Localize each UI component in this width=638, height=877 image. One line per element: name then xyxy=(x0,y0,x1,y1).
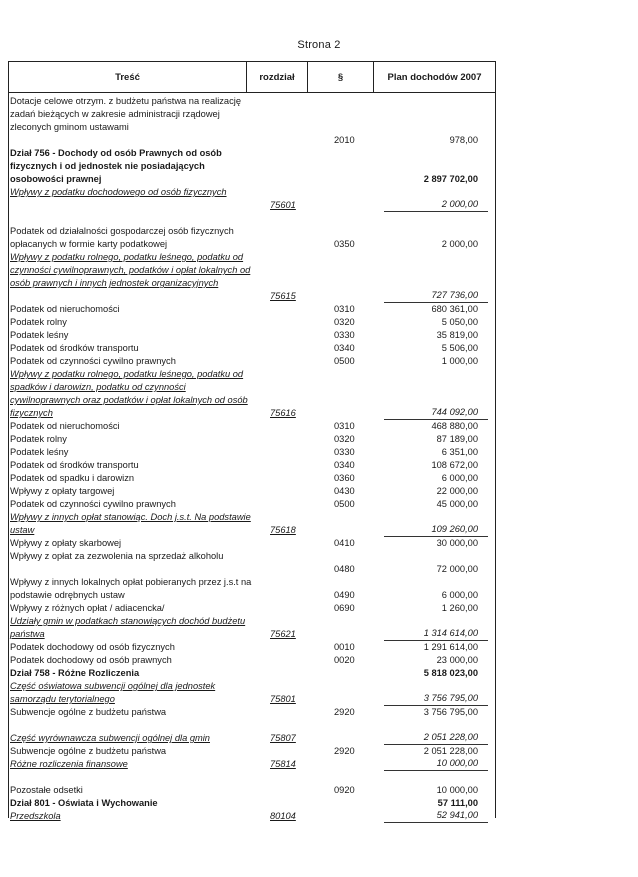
row-chapter xyxy=(254,602,318,615)
row-plan-value xyxy=(384,706,488,719)
row-plan-value-text: 2 051 228,00 xyxy=(423,746,478,756)
row-plan-value xyxy=(384,251,488,303)
row-plan-value-text: 2 897 702,00 xyxy=(423,174,478,184)
row-description xyxy=(8,732,254,745)
row-plan-value xyxy=(384,316,488,329)
row-description xyxy=(8,420,254,433)
row-plan-value-text: 727 736,00 xyxy=(431,290,478,300)
row-paragraph xyxy=(318,511,384,537)
row-plan-value xyxy=(384,147,488,186)
row-paragraph xyxy=(318,316,384,329)
row-chapter xyxy=(254,667,318,680)
row-chapter xyxy=(254,212,318,225)
row-plan-value-text: 108 672,00 xyxy=(431,460,478,470)
table-row xyxy=(8,732,496,745)
row-description-text: Wpływy z podatku dochodowego od osób fizycznych xyxy=(10,187,227,197)
row-plan-value-text: 3 756 795,00 xyxy=(423,707,478,717)
row-chapter xyxy=(254,186,318,212)
row-plan-value xyxy=(384,550,488,576)
row-plan-value xyxy=(384,420,488,433)
row-description xyxy=(8,303,254,316)
table-row xyxy=(8,446,496,459)
row-plan-value xyxy=(384,303,488,316)
table-row xyxy=(8,316,496,329)
row-description-text: Wpływy z opłaty skarbowej xyxy=(10,538,122,548)
row-description-text: Przedszkola xyxy=(10,811,61,821)
row-description xyxy=(8,550,254,576)
row-paragraph-text: 0500 xyxy=(334,356,355,366)
row-plan-value-text: 52 941,00 xyxy=(436,810,478,820)
table-row xyxy=(8,485,496,498)
row-paragraph-text: 2920 xyxy=(334,707,355,717)
row-plan-value-text: 10 000,00 xyxy=(436,785,478,795)
table-row xyxy=(8,95,496,147)
row-description xyxy=(8,498,254,511)
table-row xyxy=(8,186,496,212)
row-description-text: Dotacje celowe otrzym. z budżetu państwa na realizację zadań bieżących w zakresie administracji rządowej zleconych gminom ustawami xyxy=(10,96,241,132)
row-chapter xyxy=(254,225,318,251)
row-description-text: Udziały gmin w podatkach stanowiących dochód budżetu państwa xyxy=(10,616,246,639)
row-chapter xyxy=(254,706,318,719)
row-chapter xyxy=(254,719,318,732)
row-paragraph-text: 0330 xyxy=(334,447,355,457)
row-description xyxy=(8,771,254,784)
row-paragraph xyxy=(318,225,384,251)
row-paragraph xyxy=(318,602,384,615)
row-paragraph-text: 0500 xyxy=(334,499,355,509)
row-paragraph xyxy=(318,810,384,823)
row-description-text: Wpływy z opłat za zezwolenia na sprzedaż alkoholu xyxy=(10,551,224,561)
row-paragraph-text: 0920 xyxy=(334,785,355,795)
row-plan-value-text: 72 000,00 xyxy=(436,564,478,574)
row-description xyxy=(8,329,254,342)
row-chapter xyxy=(254,342,318,355)
row-chapter xyxy=(254,355,318,368)
row-description xyxy=(8,615,254,641)
row-description-text: Część wyrównawcza subwencji ogólnej dla gmin xyxy=(10,733,210,743)
row-description xyxy=(8,485,254,498)
table-row xyxy=(8,368,496,420)
row-paragraph xyxy=(318,186,384,212)
row-paragraph xyxy=(318,615,384,641)
row-chapter xyxy=(254,654,318,667)
row-chapter xyxy=(254,498,318,511)
row-plan-value-text: 744 092,00 xyxy=(431,407,478,417)
row-description xyxy=(8,316,254,329)
row-chapter xyxy=(254,771,318,784)
row-paragraph xyxy=(318,732,384,745)
row-plan-value xyxy=(384,225,488,251)
row-description-text: Podatek od działalności gospodarczej osób fizycznych opłacanych w formie karty podatkowej xyxy=(10,226,234,249)
row-paragraph xyxy=(318,706,384,719)
row-plan-value-text: 22 000,00 xyxy=(436,486,478,496)
row-chapter xyxy=(254,303,318,316)
row-description-text: Podatek od nieruchomości xyxy=(10,421,120,431)
row-description xyxy=(8,719,254,732)
row-description xyxy=(8,654,254,667)
row-description xyxy=(8,342,254,355)
row-description xyxy=(8,602,254,615)
table-row xyxy=(8,576,496,602)
row-chapter-text: 75807 xyxy=(270,733,296,743)
row-description xyxy=(8,706,254,719)
row-paragraph xyxy=(318,420,384,433)
row-paragraph-text: 2010 xyxy=(334,135,355,145)
row-description-text: Podatek dochodowy od osób fizycznych xyxy=(10,642,175,652)
row-description xyxy=(8,225,254,251)
row-paragraph xyxy=(318,472,384,485)
row-plan-value xyxy=(384,212,488,225)
row-plan-value-text: 2 000,00 xyxy=(441,199,478,209)
row-description-text: Subwencje ogólne z budżetu państwa xyxy=(10,707,167,717)
row-description-text: Podatek od spadku i darowizn xyxy=(10,473,135,483)
row-paragraph-text: 0330 xyxy=(334,330,355,340)
table-row xyxy=(8,758,496,771)
table-row xyxy=(8,342,496,355)
page-number: Strona 2 xyxy=(297,39,341,51)
row-chapter xyxy=(254,147,318,186)
row-paragraph xyxy=(318,212,384,225)
table-row xyxy=(8,498,496,511)
row-description xyxy=(8,212,254,225)
row-description-text: Podatek dochodowy od osób prawnych xyxy=(10,655,172,665)
row-plan-value-text: 468 880,00 xyxy=(431,421,478,431)
row-plan-value xyxy=(384,459,488,472)
table-row xyxy=(8,550,496,576)
row-paragraph xyxy=(318,303,384,316)
row-description xyxy=(8,368,254,420)
table-row xyxy=(8,810,496,823)
row-description xyxy=(8,537,254,550)
row-description xyxy=(8,745,254,758)
table-row xyxy=(8,537,496,550)
row-chapter xyxy=(254,329,318,342)
row-description-text: Dział 758 - Różne Rozliczenia xyxy=(10,668,140,678)
row-chapter-text: 75615 xyxy=(270,291,296,301)
row-paragraph xyxy=(318,446,384,459)
row-description-text: Dział 756 - Dochody od osób Prawnych od osób fizycznych i od jednostek nie posiadających osobowości prawnej xyxy=(10,148,222,184)
row-plan-value xyxy=(384,654,488,667)
row-paragraph xyxy=(318,498,384,511)
row-paragraph-text: 0350 xyxy=(334,239,355,249)
table-row xyxy=(8,472,496,485)
row-plan-value-text: 87 189,00 xyxy=(436,434,478,444)
row-chapter xyxy=(254,784,318,797)
row-plan-value xyxy=(384,446,488,459)
row-paragraph-text: 0410 xyxy=(334,538,355,548)
row-plan-value-text: 6 000,00 xyxy=(441,473,478,483)
row-plan-value xyxy=(384,537,488,550)
row-chapter-text: 75616 xyxy=(270,408,296,418)
row-paragraph-text: 0340 xyxy=(334,343,355,353)
row-chapter xyxy=(254,745,318,758)
row-chapter xyxy=(254,95,318,147)
row-description-text: Podatek od czynności cywilno prawnych xyxy=(10,499,176,509)
row-chapter xyxy=(254,758,318,771)
row-chapter xyxy=(254,576,318,602)
row-plan-value xyxy=(384,186,488,212)
row-plan-value xyxy=(384,667,488,680)
row-paragraph-text: 0480 xyxy=(334,564,355,574)
row-paragraph-text: 0010 xyxy=(334,642,355,652)
table-row xyxy=(8,329,496,342)
row-paragraph-text: 0490 xyxy=(334,590,355,600)
row-plan-value xyxy=(384,758,488,771)
row-description-text: Subwencje ogólne z budżetu państwa xyxy=(10,746,167,756)
row-plan-value-text: 2 051 228,00 xyxy=(423,732,478,742)
row-chapter xyxy=(254,732,318,745)
row-chapter xyxy=(254,368,318,420)
table-row xyxy=(8,355,496,368)
row-paragraph xyxy=(318,576,384,602)
row-plan-value xyxy=(384,576,488,602)
header-paragraph: § xyxy=(308,62,374,92)
row-description-text: Wpływy z opłaty targowej xyxy=(10,486,115,496)
row-paragraph-text: 0340 xyxy=(334,460,355,470)
row-paragraph-text: 0320 xyxy=(334,434,355,444)
row-plan-value xyxy=(384,342,488,355)
row-plan-value-text: 680 361,00 xyxy=(431,304,478,314)
row-plan-value xyxy=(384,433,488,446)
row-description-text: Wpływy z różnych opłat / adiacencka/ xyxy=(10,603,165,613)
row-plan-value xyxy=(384,329,488,342)
row-paragraph xyxy=(318,95,384,147)
row-chapter xyxy=(254,680,318,706)
row-chapter-text: 75801 xyxy=(270,694,296,704)
table-header xyxy=(8,61,496,93)
row-chapter-text: 80104 xyxy=(270,811,296,821)
row-description-text: Podatek rolny xyxy=(10,434,67,444)
row-description xyxy=(8,147,254,186)
row-plan-value-text: 1 291 614,00 xyxy=(423,642,478,652)
row-chapter xyxy=(254,433,318,446)
row-chapter xyxy=(254,537,318,550)
table-row xyxy=(8,147,496,186)
row-paragraph xyxy=(318,797,384,810)
table-row xyxy=(8,212,496,225)
row-chapter xyxy=(254,810,318,823)
row-paragraph xyxy=(318,459,384,472)
table-row xyxy=(8,784,496,797)
row-description xyxy=(8,810,254,823)
row-description-text: Podatek od czynności cywilno prawnych xyxy=(10,356,176,366)
row-paragraph xyxy=(318,680,384,706)
row-plan-value-text: 45 000,00 xyxy=(436,499,478,509)
row-plan-value xyxy=(384,810,488,823)
row-plan-value xyxy=(384,615,488,641)
row-plan-value xyxy=(384,95,488,147)
row-description-text: Podatek leśny xyxy=(10,330,69,340)
row-description xyxy=(8,186,254,212)
row-description xyxy=(8,459,254,472)
table-body xyxy=(8,95,496,823)
row-plan-value-text: 5 506,00 xyxy=(441,343,478,353)
row-paragraph xyxy=(318,433,384,446)
table-row xyxy=(8,667,496,680)
table-row xyxy=(8,615,496,641)
row-paragraph xyxy=(318,355,384,368)
table-row xyxy=(8,602,496,615)
row-plan-value-text: 1 000,00 xyxy=(441,356,478,366)
row-plan-value-text: 23 000,00 xyxy=(436,655,478,665)
row-chapter xyxy=(254,485,318,498)
row-description-text: Część oświatowa subwencji ogólnej dla jednostek samorządu terytorialnego xyxy=(10,681,216,704)
row-paragraph xyxy=(318,550,384,576)
row-paragraph xyxy=(318,654,384,667)
row-chapter xyxy=(254,251,318,303)
row-paragraph xyxy=(318,537,384,550)
row-paragraph xyxy=(318,719,384,732)
row-description-text: Podatek leśny xyxy=(10,447,69,457)
row-plan-value-text: 5 050,00 xyxy=(441,317,478,327)
row-paragraph xyxy=(318,368,384,420)
row-description-text: Wpływy z innych opłat stanowiąc. Doch j.s.t. Na podstawie ustaw xyxy=(10,512,251,535)
row-plan-value-text: 6 351,00 xyxy=(441,447,478,457)
table-row xyxy=(8,641,496,654)
row-description xyxy=(8,355,254,368)
row-description-text: Podatek od środków transportu xyxy=(10,343,139,353)
row-chapter xyxy=(254,472,318,485)
row-paragraph xyxy=(318,342,384,355)
row-plan-value-text: 57 111,00 xyxy=(437,798,478,808)
row-description xyxy=(8,251,254,303)
row-paragraph xyxy=(318,251,384,303)
row-plan-value-text: 978,00 xyxy=(449,135,478,145)
row-paragraph xyxy=(318,485,384,498)
row-chapter xyxy=(254,316,318,329)
row-description xyxy=(8,680,254,706)
row-paragraph xyxy=(318,784,384,797)
row-paragraph xyxy=(318,771,384,784)
row-plan-value xyxy=(384,641,488,654)
row-chapter-text: 75618 xyxy=(270,525,296,535)
row-description-text: Podatek od środków transportu xyxy=(10,460,139,470)
row-description xyxy=(8,95,254,147)
row-description xyxy=(8,667,254,680)
row-chapter xyxy=(254,420,318,433)
row-paragraph xyxy=(318,758,384,771)
row-chapter xyxy=(254,641,318,654)
row-description-text: Wpływy z podatku rolnego, podatku leśnego, podatku od spadków i darowizn, podatku od czynności cywilnoprawnych oraz podatków i opłat lokalnych od osób fizycznych xyxy=(10,369,248,418)
row-plan-value-text: 1 314 614,00 xyxy=(423,628,478,638)
table-row xyxy=(8,706,496,719)
row-plan-value-text: 10 000,00 xyxy=(436,758,478,768)
row-description xyxy=(8,758,254,771)
row-plan-value-text: 6 000,00 xyxy=(441,590,478,600)
row-paragraph xyxy=(318,667,384,680)
row-plan-value xyxy=(384,472,488,485)
row-plan-value xyxy=(384,771,488,784)
table-row xyxy=(8,433,496,446)
row-plan-value xyxy=(384,732,488,745)
table-row xyxy=(8,459,496,472)
table-row xyxy=(8,654,496,667)
row-plan-value-text: 3 756 795,00 xyxy=(423,693,478,703)
table-row xyxy=(8,225,496,251)
row-plan-value-text: 1 260,00 xyxy=(441,603,478,613)
row-description-text: Różne rozliczenia finansowe xyxy=(10,759,128,769)
table-row xyxy=(8,511,496,537)
table-row xyxy=(8,251,496,303)
row-plan-value xyxy=(384,355,488,368)
row-paragraph-text: 0690 xyxy=(334,603,355,613)
row-description xyxy=(8,433,254,446)
row-paragraph-text: 0320 xyxy=(334,317,355,327)
row-paragraph-text: 0310 xyxy=(334,304,355,314)
row-plan-value-text: 109 260,00 xyxy=(431,524,478,534)
row-plan-value xyxy=(384,602,488,615)
row-description-text: Podatek od nieruchomości xyxy=(10,304,120,314)
row-chapter-text: 75814 xyxy=(270,759,296,769)
row-plan-value xyxy=(384,485,488,498)
row-plan-value-text: 5 818 023,00 xyxy=(423,668,478,678)
row-description xyxy=(8,641,254,654)
row-description xyxy=(8,511,254,537)
row-paragraph-text: 0360 xyxy=(334,473,355,483)
header-desc: Treść xyxy=(9,62,247,92)
row-chapter xyxy=(254,550,318,576)
table-row xyxy=(8,680,496,706)
row-paragraph xyxy=(318,745,384,758)
table-row xyxy=(8,420,496,433)
row-chapter xyxy=(254,797,318,810)
row-plan-value-text: 35 819,00 xyxy=(436,330,478,340)
row-chapter-text: 75601 xyxy=(270,200,296,210)
row-description-text: Wpływy z podatku rolnego, podatku leśnego, podatku od czynności cywilnoprawnych, podatków i opłat lokalnych od osób prawnych i innych jednostek organizacyjnych xyxy=(10,252,251,288)
row-chapter xyxy=(254,446,318,459)
row-description xyxy=(8,576,254,602)
row-paragraph-text: 2920 xyxy=(334,746,355,756)
row-chapter-text: 75621 xyxy=(270,629,296,639)
row-plan-value-text: 30 000,00 xyxy=(436,538,478,548)
row-description xyxy=(8,472,254,485)
row-paragraph xyxy=(318,641,384,654)
row-paragraph-text: 0020 xyxy=(334,655,355,665)
row-plan-value xyxy=(384,368,488,420)
row-description-text: Dział 801 - Oświata i Wychowanie xyxy=(10,798,158,808)
row-chapter xyxy=(254,511,318,537)
row-description-text: Podatek rolny xyxy=(10,317,67,327)
row-plan-value xyxy=(384,511,488,537)
row-chapter xyxy=(254,459,318,472)
row-paragraph-text: 0430 xyxy=(334,486,355,496)
header-plan: Plan dochodów 2007 xyxy=(387,71,482,83)
row-description xyxy=(8,446,254,459)
row-description-text: Pozostałe odsetki xyxy=(10,785,83,795)
table-row xyxy=(8,303,496,316)
row-description-text: Wpływy z innych lokalnych opłat pobieranych przez j.s.t na podstawie odrębnych ustaw xyxy=(10,577,252,600)
row-plan-value xyxy=(384,680,488,706)
row-plan-value xyxy=(384,784,488,797)
row-plan-value-text: 2 000,00 xyxy=(441,239,478,249)
header-chapter: rozdział xyxy=(247,62,308,92)
row-description xyxy=(8,784,254,797)
row-paragraph xyxy=(318,147,384,186)
table-row xyxy=(8,771,496,784)
row-plan-value xyxy=(384,498,488,511)
row-description xyxy=(8,797,254,810)
row-paragraph-text: 0310 xyxy=(334,421,355,431)
row-paragraph xyxy=(318,329,384,342)
row-chapter xyxy=(254,615,318,641)
